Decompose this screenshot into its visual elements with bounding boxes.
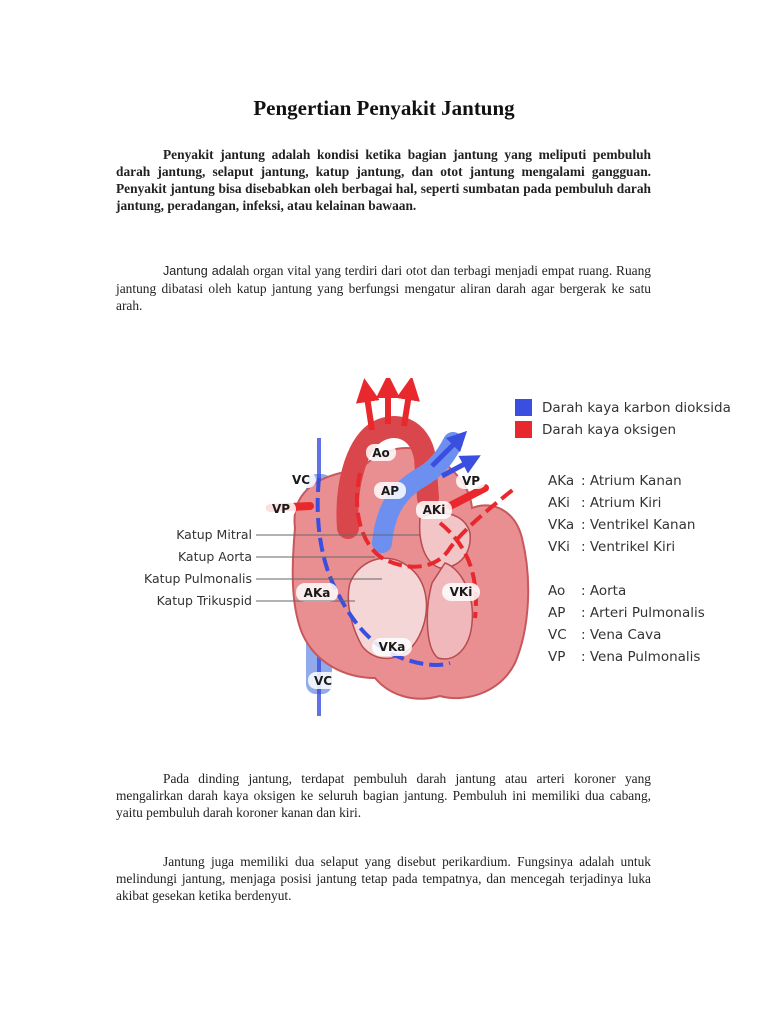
legend-desc: : Ventrikel Kanan — [581, 517, 696, 533]
legend-desc: : Vena Cava — [581, 627, 662, 643]
paragraph-pericardium: Jantung juga memiliki dua selaput yang disebut perikardium. Fungsinya adalah untuk melindungi jantung, menjaga posisi jantung tetap pada tempatnya, dan mencegah terjadinya luka akibat gesekan ketika berdenyut. — [116, 854, 651, 903]
legend-abbr: VP — [548, 649, 566, 665]
label-vp-right: VP — [461, 474, 481, 488]
legend-desc: : Arteri Pulmonalis — [581, 605, 705, 621]
paragraph-heart-organ — [116, 262, 651, 314]
paragraph-definition: Penyakit jantung adalah kondisi ketika bagian jantung yang meliputi pembuluh darah jantung, selaput jantung, katup jantung, dan otot jantung mengalami gangguan. Penyakit jantung bisa disebabkan oleh berbagai hal, seperti sumbatan pada pembuluh darah jantung, peradangan, infeksi, atau kelainan bawaan. — [116, 147, 651, 213]
label-ap: AP — [380, 484, 400, 498]
legend-abbr: Ao — [548, 583, 566, 599]
heart-diagram — [120, 378, 740, 723]
paragraph-lead-text: Jantung adala — [163, 264, 243, 278]
legend-desc: : Aorta — [581, 583, 627, 599]
valve-aorta-label: Katup Aorta — [177, 549, 252, 564]
valve-mitral-label: Katup Mitral — [176, 527, 252, 542]
legend-abbr: VKi — [548, 539, 570, 555]
legend-abbr: AKa — [548, 473, 575, 489]
label-vki: VKi — [449, 585, 473, 599]
label-vc-top: VC — [291, 473, 311, 487]
legend-desc: : Atrium Kanan — [581, 473, 682, 489]
legend-blue-swatch — [515, 399, 532, 416]
label-ao: Ao — [372, 446, 390, 460]
legend-abbr: VKa — [548, 517, 575, 533]
legend-desc: : Vena Pulmonalis — [581, 649, 701, 665]
valve-pulmonalis-label: Katup Pulmonalis — [144, 571, 252, 586]
legend-desc: : Atrium Kiri — [581, 495, 662, 511]
label-aka: AKa — [303, 586, 331, 600]
legend-red-swatch — [515, 421, 532, 438]
label-vka: VKa — [378, 640, 406, 654]
diagram-legend — [515, 399, 731, 665]
label-aki: AKi — [422, 503, 446, 517]
legend-abbr: AKi — [548, 495, 570, 511]
label-vp-left: VP — [271, 502, 291, 516]
valve-trikuspid-label: Katup Trikuspid — [156, 593, 252, 608]
label-vc-bottom: VC — [313, 674, 333, 688]
paragraph-rest-text: h organ vital yang terdiri dari otot dan terbagi menjadi empat ruang. Ruang jantung dibatasi oleh katup jantung yang berfungsi mengatur aliran darah agar bergerak ke satu arah. — [116, 263, 651, 313]
page-title: Pengertian Penyakit Jantung — [253, 96, 515, 120]
legend-desc: : Ventrikel Kiri — [581, 539, 676, 555]
legend-abbr: VC — [548, 627, 567, 643]
legend-red-label: Darah kaya oksigen — [542, 422, 677, 438]
paragraph-coronary: Pada dinding jantung, terdapat pembuluh darah jantung atau arteri koroner yang mengalirkan darah kaya oksigen ke seluruh bagian jantung. Pembuluh ini memiliki dua cabang, yaitu pembuluh darah koroner kanan dan kiri. — [116, 771, 651, 820]
legend-abbr: AP — [548, 605, 566, 621]
legend-blue-label: Darah kaya karbon dioksida — [542, 400, 731, 416]
